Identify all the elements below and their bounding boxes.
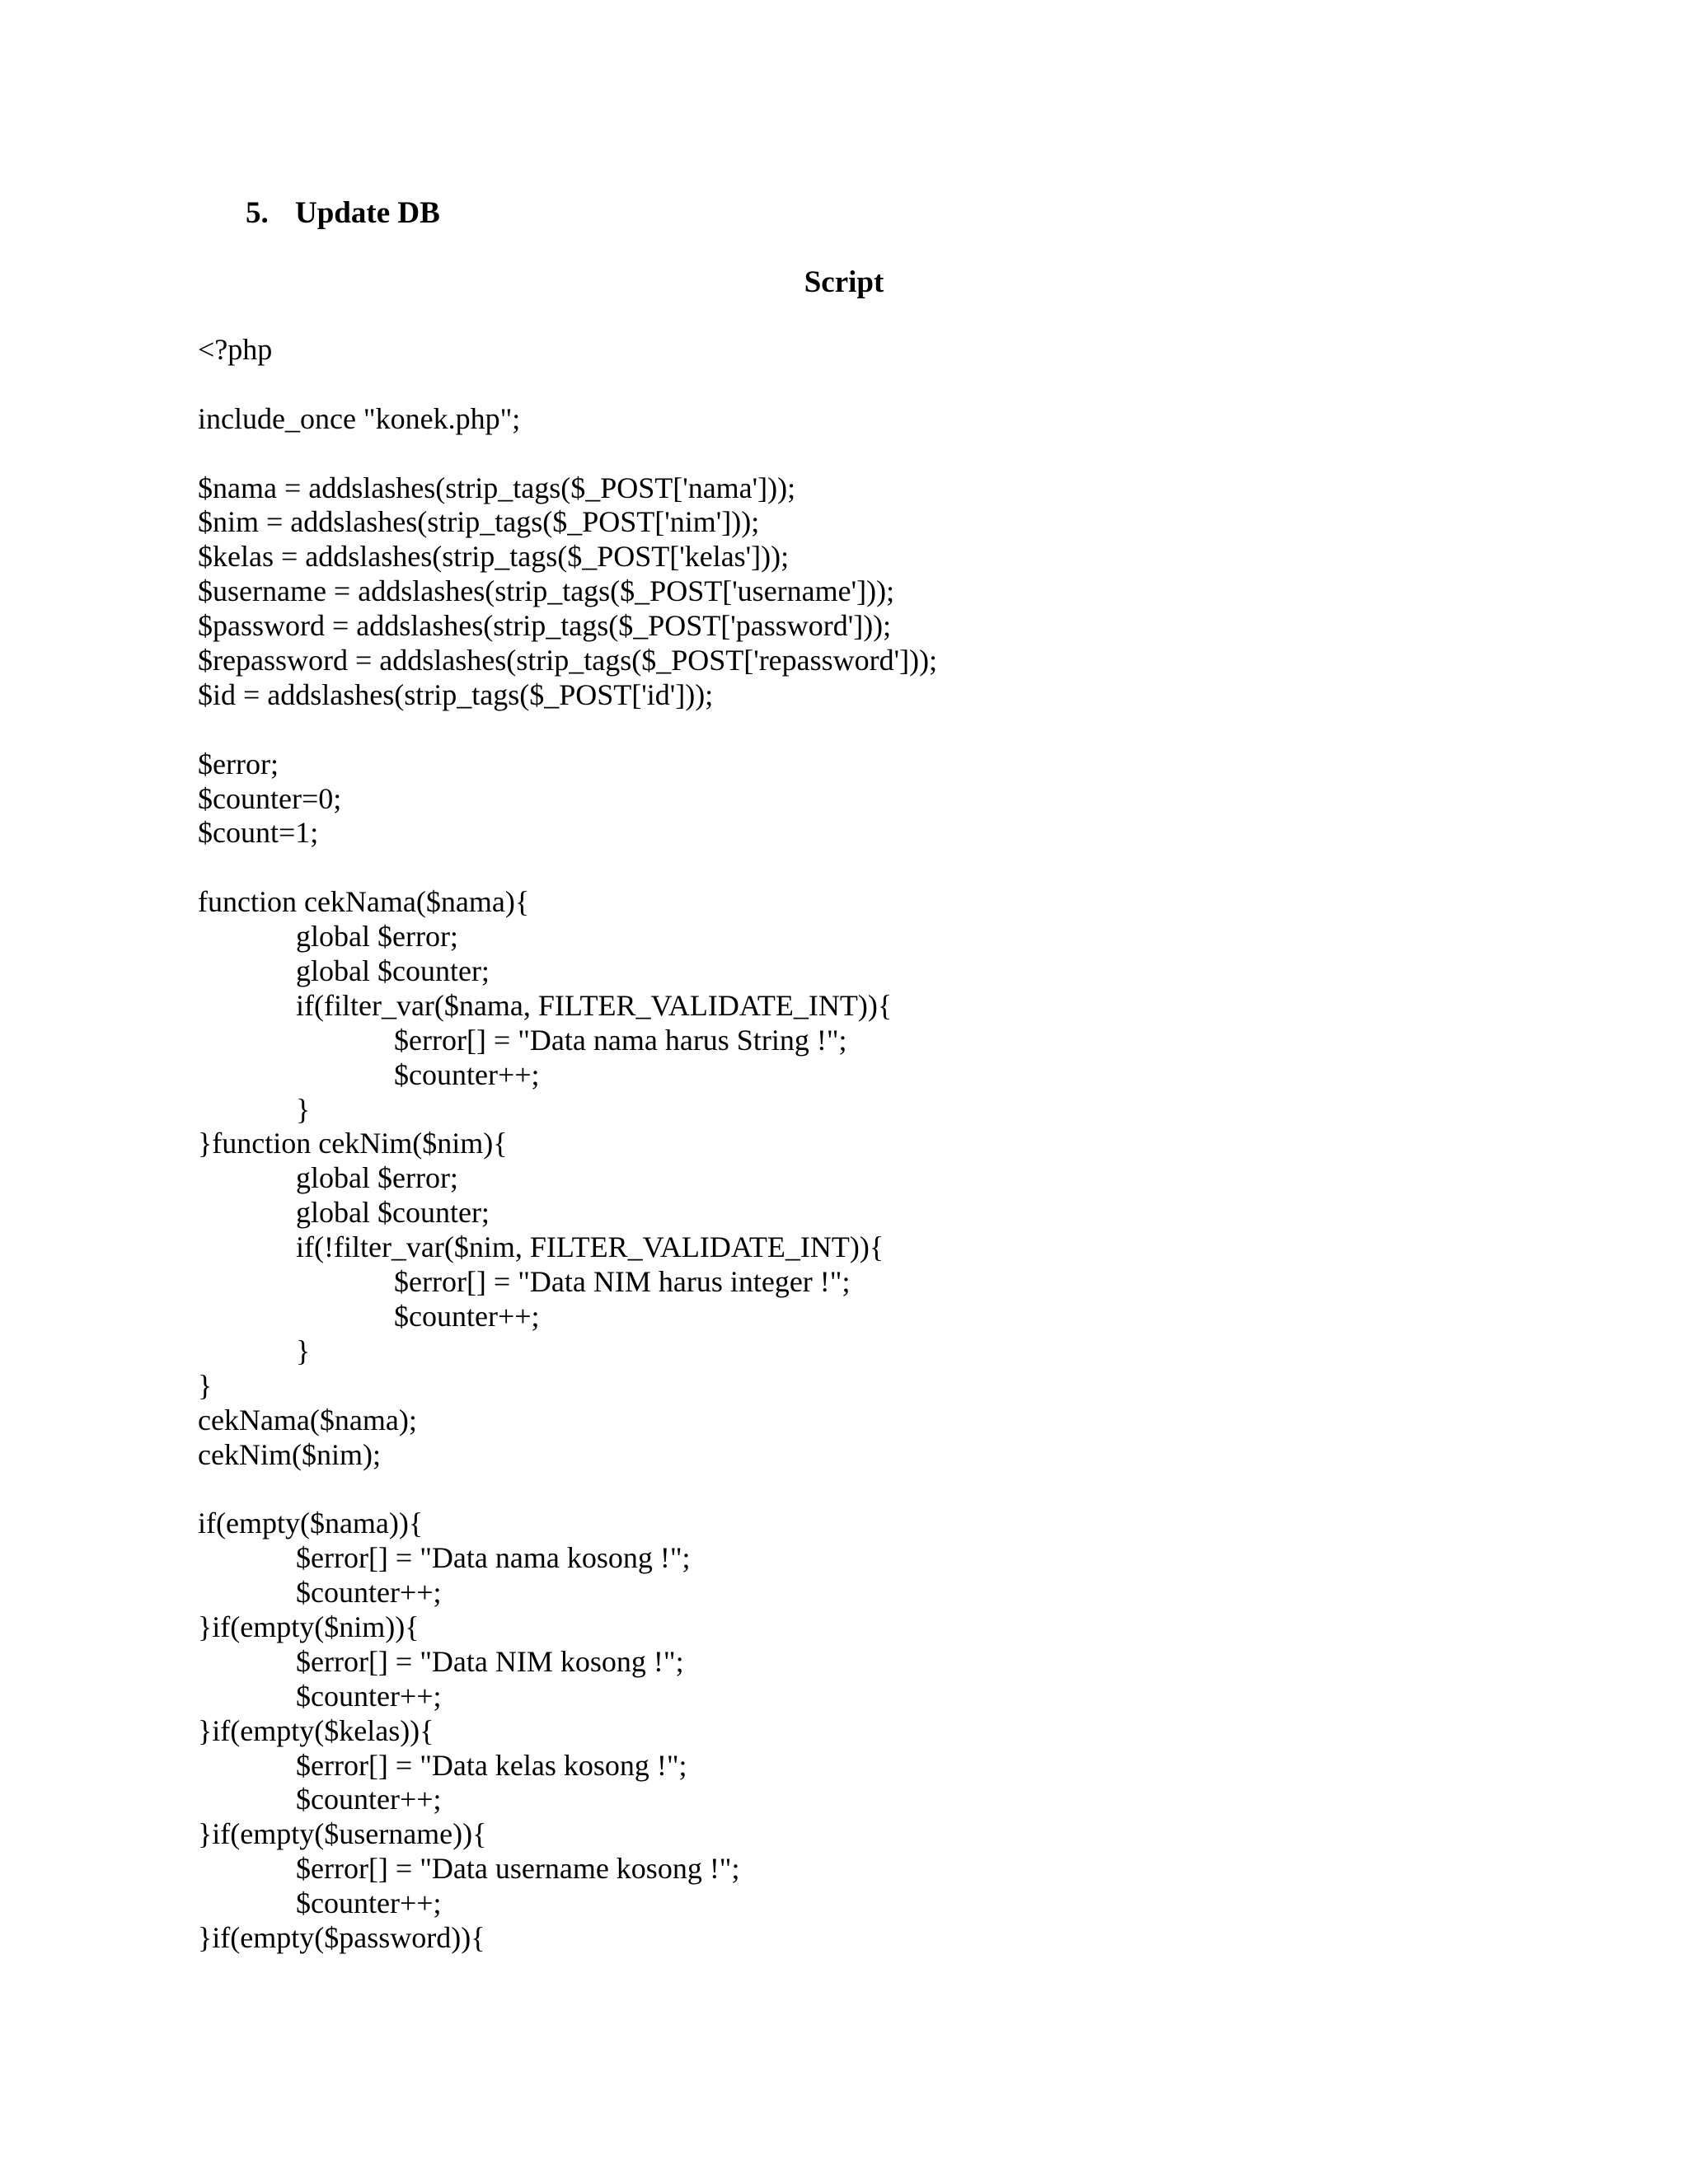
code-line: $error[] = "Data NIM harus integer !"; xyxy=(394,1265,851,1299)
section-heading xyxy=(246,194,440,232)
section-title: Update DB xyxy=(295,196,440,230)
code-line: $count=1; xyxy=(198,816,319,850)
code-line: global $error; xyxy=(296,1161,458,1195)
code-line: $error[] = "Data username kosong !"; xyxy=(296,1852,740,1886)
code-line: function cekNama($nama){ xyxy=(198,885,530,919)
code-line: $username = addslashes(strip_tags($_POST['username'])); xyxy=(198,574,895,608)
code-line: }if(empty($kelas)){ xyxy=(198,1713,434,1747)
code-line: global $counter; xyxy=(296,1196,490,1230)
code-line: $error[] = "Data nama harus String !"; xyxy=(394,1023,847,1057)
code-line: }function cekNim($nim){ xyxy=(198,1127,508,1160)
code-line: $nama = addslashes(strip_tags($_POST['nama'])); xyxy=(198,471,796,504)
section-number: 5. xyxy=(246,196,269,230)
code-line: cekNim($nim); xyxy=(198,1437,381,1471)
code-line: $counter++; xyxy=(296,1783,442,1816)
code-line: $repassword = addslashes(strip_tags($_POST['repassword'])); xyxy=(198,644,938,677)
code-line: $error[] = "Data nama kosong !"; xyxy=(296,1541,691,1575)
code-blank-line xyxy=(198,437,937,471)
code-blank-line xyxy=(198,851,937,885)
code-line: }if(empty($username)){ xyxy=(198,1817,487,1851)
code-line: } xyxy=(296,1092,311,1126)
code-line: $password = addslashes(strip_tags($_POST['password'])); xyxy=(198,609,892,643)
code-line: $nim = addslashes(strip_tags($_POST['nim'])); xyxy=(198,505,760,539)
code-line: <?php xyxy=(198,333,273,366)
code-line: } xyxy=(198,1368,213,1402)
code-line: $counter++; xyxy=(296,1886,442,1920)
code-line: if(!filter_var($nim, FILTER_VALIDATE_INT)){ xyxy=(296,1230,884,1264)
code-blank-line xyxy=(198,1472,937,1507)
code-line: $counter=0; xyxy=(198,781,342,815)
code-line: $kelas = addslashes(strip_tags($_POST['kelas'])); xyxy=(198,540,790,574)
code-line: $counter++; xyxy=(394,1057,540,1091)
code-block xyxy=(198,333,937,1956)
code-line: $error[] = "Data NIM kosong !"; xyxy=(296,1644,684,1678)
script-title: Script xyxy=(804,265,884,299)
code-line: global $counter; xyxy=(296,954,490,988)
code-line: $id = addslashes(strip_tags($_POST['id'])); xyxy=(198,677,714,711)
code-line: }if(empty($password)){ xyxy=(198,1920,485,1954)
code-line: if(filter_var($nama, FILTER_VALIDATE_INT)){ xyxy=(296,988,893,1022)
code-line: if(empty($nama)){ xyxy=(198,1507,424,1540)
code-line: $counter++; xyxy=(296,1679,442,1713)
code-line: global $error; xyxy=(296,920,458,954)
code-line: } xyxy=(296,1333,311,1367)
code-blank-line xyxy=(198,368,937,402)
code-line: $counter++; xyxy=(394,1299,540,1333)
code-blank-line xyxy=(198,713,937,748)
code-line: cekNama($nama); xyxy=(198,1403,417,1436)
code-line: $error[] = "Data kelas kosong !"; xyxy=(296,1748,687,1782)
code-line: include_once "konek.php"; xyxy=(198,401,521,435)
code-line: }if(empty($nim)){ xyxy=(198,1610,420,1643)
code-line: $error; xyxy=(198,747,279,780)
code-line: $counter++; xyxy=(296,1576,442,1610)
